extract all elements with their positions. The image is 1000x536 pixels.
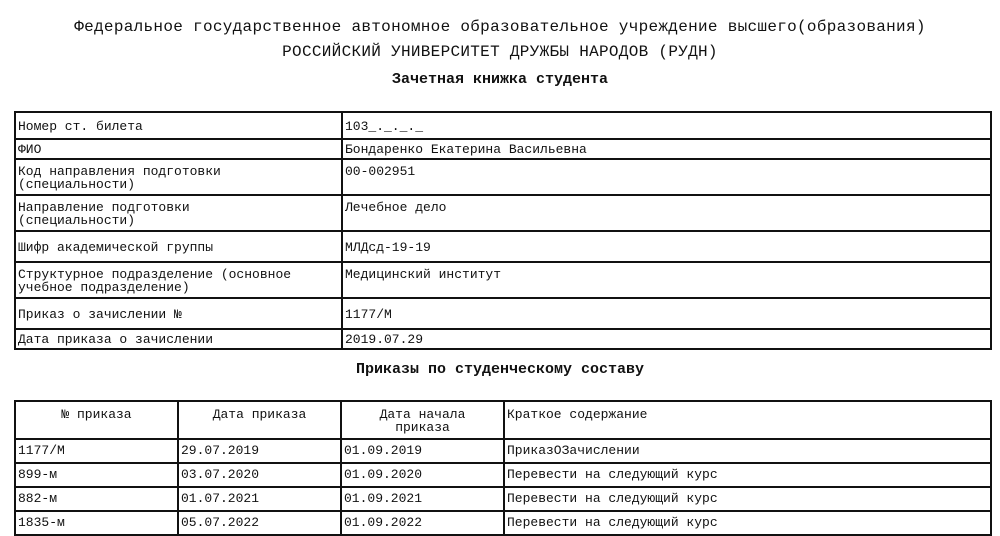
order-start-date: 01.09.2019 — [341, 439, 504, 463]
table-row — [15, 262, 991, 298]
table-row — [15, 112, 991, 139]
order-start-date: 01.09.2020 — [341, 463, 504, 487]
info-label: ФИО — [15, 139, 342, 159]
order-number: 899-м — [15, 463, 178, 487]
orders-table — [14, 400, 992, 536]
table-row — [15, 463, 991, 487]
order-start-date: 01.09.2021 — [341, 487, 504, 511]
info-value: МЛДсд-19-19 — [342, 231, 991, 262]
info-value: Бондаренко Екатерина Васильевна — [342, 139, 991, 159]
order-number: 1177/М — [15, 439, 178, 463]
order-date: 03.07.2020 — [178, 463, 341, 487]
info-value: 2019.07.29 — [342, 329, 991, 349]
order-date: 01.07.2021 — [178, 487, 341, 511]
table-row — [15, 487, 991, 511]
institution-name: Федеральное государственное автономное образовательное учреждение высшего(образования) — [74, 18, 926, 36]
table-row — [15, 329, 991, 349]
order-summary: ПриказОЗачислении — [504, 439, 991, 463]
page-title: Зачетная книжка студента — [391, 71, 609, 88]
info-label: Номер ст. билета — [15, 112, 342, 139]
order-summary: Перевести на следующий курс — [504, 511, 991, 535]
order-date: 29.07.2019 — [178, 439, 341, 463]
info-label: Приказ о зачислении № — [15, 298, 342, 329]
column-header-start-date: Дата начала приказа — [341, 401, 504, 439]
column-header-summary: Краткое содержание — [504, 401, 991, 439]
student-info-table — [14, 111, 992, 350]
column-header-order-date: Дата приказа — [178, 401, 341, 439]
table-row — [15, 139, 991, 159]
info-label: Дата приказа о зачислении — [15, 329, 342, 349]
table-row — [15, 195, 991, 231]
info-label: Шифр академической группы — [15, 231, 342, 262]
info-value: 103_._._._ — [342, 112, 991, 139]
table-row — [15, 439, 991, 463]
info-label: Структурное подразделение (основное учебное подразделение) — [15, 262, 342, 298]
table-header-row — [15, 401, 991, 439]
order-summary: Перевести на следующий курс — [504, 463, 991, 487]
table-row — [15, 511, 991, 535]
info-value: Медицинский институт — [342, 262, 991, 298]
table-row — [15, 159, 991, 195]
info-label: Направление подготовки (специальности) — [15, 195, 342, 231]
info-value: 1177/М — [342, 298, 991, 329]
info-label: Код направления подготовки (специальности) — [15, 159, 342, 195]
info-value: 00-002951 — [342, 159, 991, 195]
order-number: 882-м — [15, 487, 178, 511]
column-header-order-number: № приказа — [15, 401, 178, 439]
order-start-date: 01.09.2022 — [341, 511, 504, 535]
table-row — [15, 298, 991, 329]
order-summary: Перевести на следующий курс — [504, 487, 991, 511]
university-name: РОССИЙСКИЙ УНИВЕРСИТЕТ ДРУЖБЫ НАРОДОВ (РУДН) — [282, 43, 718, 61]
order-number: 1835-м — [15, 511, 178, 535]
info-value: Лечебное дело — [342, 195, 991, 231]
orders-section-title: Приказы по студенческому составу — [355, 361, 645, 378]
order-date: 05.07.2022 — [178, 511, 341, 535]
table-row — [15, 231, 991, 262]
